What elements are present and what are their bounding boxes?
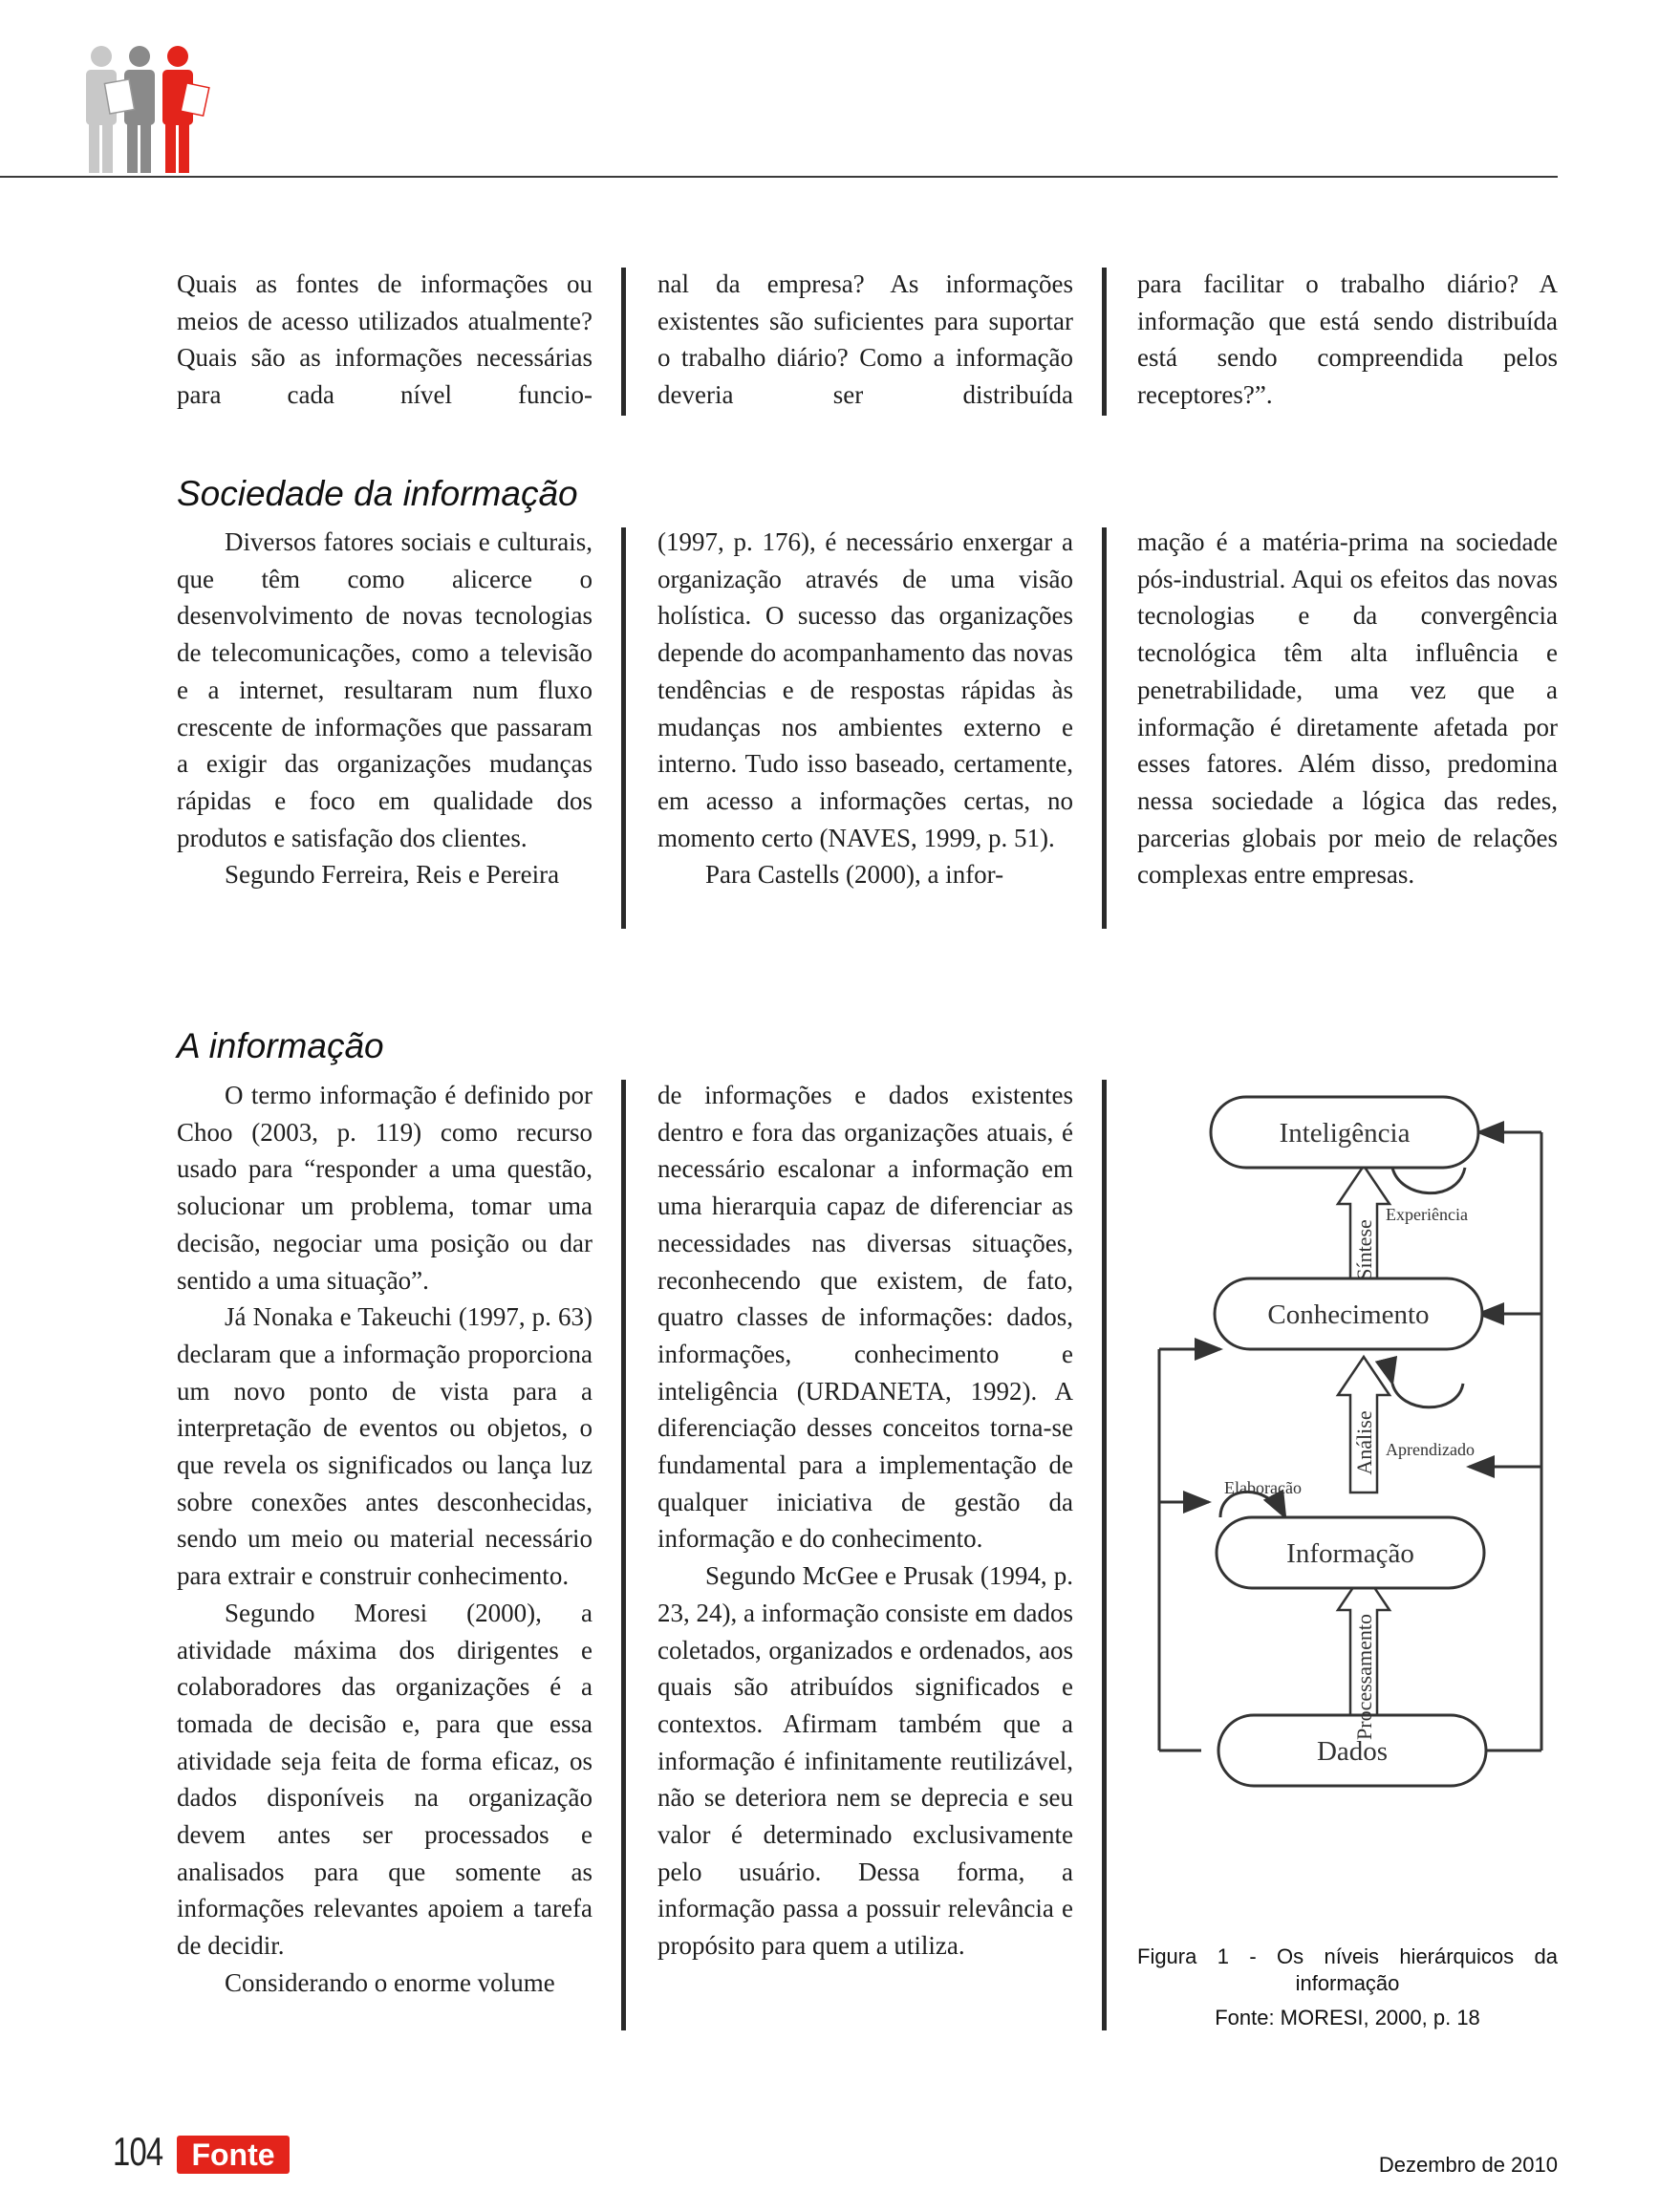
paragraph: Já Nonaka e Takeuchi (1997, p. 63) declaram que a informação proporciona um novo ponto de vista para a interpretação de eventos ou objetos, o que revela os significados ou lança luz sobre conexões antes desconhecidas, sendo um meio ou material necessário para extrair e construir conhecimento. <box>177 1302 592 1591</box>
section2-column-1 <box>177 1077 592 2002</box>
intro-column-3 <box>1137 266 1558 414</box>
paragraph: mação é a matéria-prima na sociedade pós-industrial. Aqui os efeitos das novas tecnologias e da convergência tecnológica têm alta influência e penetrabilidade, uma vez que a informação é diretamente afetada por esses fatores. Além disso, predomina nessa sociedade a lógica das redes, parcerias globais por meio de relações complexas entre empresas. <box>1137 527 1558 890</box>
arrow-label-processamento: Processamento <box>1352 1614 1376 1740</box>
column-divider <box>621 527 626 929</box>
paragraph: Para Castells (2000), a infor- <box>705 860 1004 890</box>
figure-source: Fonte: MORESI, 2000, p. 18 <box>1215 2006 1480 2029</box>
section-title-sociedade: Sociedade da informação <box>177 474 578 513</box>
paragraph: Segundo McGee e Prusak (1994, p. 23, 24), a informação consiste em dados coletados, organizados e ordenados, aos quais são atribuídos significados e contextos. Afirmam também que a informação é infinitamente reutilizável, não se deteriora nem se deprecia e seu valor é determinado exclusivamente pelo usuário. Dessa forma, a informação passa a possuir relevância e propósito para quem a utiliza. <box>657 1561 1073 1961</box>
level-label-dados: Dados <box>1316 1736 1389 1767</box>
figure-caption <box>1137 1944 1558 2031</box>
section1-column-3 <box>1137 524 1558 893</box>
section1-column-1 <box>177 524 592 893</box>
level-label-informacao: Informação <box>1286 1538 1414 1569</box>
paragraph: Diversos fatores sociais e culturais, que têm como alicerce o desenvolvimento de novas tecnologias de telecomunicações, como a televisão e a internet, resultaram num fluxo crescente de informações que passaram a exigir das organizações mudanças rápidas e foco em qualidade dos produtos e satisfação dos clientes. <box>177 527 592 852</box>
column-divider <box>621 268 626 416</box>
intro-text-1: Quais as fontes de informações ou meios de acesso utilizados atualmente? Quais são as informações necessárias para cada nível funcio- <box>177 269 592 410</box>
intro-text-2: nal da empresa? As informações existentes são suficientes para suportar o trabalho diário? Como a informação deveria ser distribuída <box>657 269 1073 410</box>
information-hierarchy-diagram <box>1142 1080 1562 1882</box>
column-divider <box>1102 527 1107 929</box>
column-divider <box>621 1080 626 2030</box>
paragraph: Segundo Moresi (2000), a atividade máxima dos dirigentes e colaboradores das organizações é a tomada de decisão e, para que essa atividade seja feita de forma eficaz, os dados disponíveis na organização devem antes ser processados e analisados para que somente as informações relevantes apoiem a tarefa de decidir. <box>177 1598 592 1961</box>
intro-column-2 <box>657 266 1073 414</box>
page-number: 104 <box>113 2129 163 2174</box>
intro-text-3: para facilitar o trabalho diário? A informação que está sendo distribuída está sendo compreendida pelos receptores?”. <box>1137 269 1558 410</box>
paragraph: O termo informação é definido por Choo (2003, p. 119) como recurso usado para “responder a uma questão, solucionar um problema, tomar uma decisão, negociar uma posição ou dar sentido a uma situação”. <box>177 1081 592 1295</box>
column-divider <box>1102 1080 1107 2030</box>
arrow-label-analise: Análise <box>1352 1410 1376 1475</box>
section-title-informacao: A informação <box>177 1026 384 1065</box>
level-label-conhecimento: Conhecimento <box>1267 1299 1430 1330</box>
caption-line-1: Figura 1 - Os níveis hierárquicos da <box>1137 1944 1558 1968</box>
paragraph: Segundo Ferreira, Reis e Pereira <box>225 860 560 890</box>
arrow-label-sintese: Síntese <box>1352 1219 1376 1280</box>
column-divider <box>1102 268 1107 416</box>
loop-label-aprendizado: Aprendizado <box>1386 1440 1475 1459</box>
three-people-icon <box>76 43 220 177</box>
level-label-inteligencia: Inteligência <box>1279 1118 1411 1149</box>
loop-label-elaboracao: Elaboração <box>1224 1478 1302 1497</box>
loop-label-experiencia: Experiência <box>1386 1205 1468 1224</box>
header-rule <box>0 176 1558 178</box>
caption-line-2: informação <box>1295 1971 1400 1995</box>
section1-column-2 <box>657 524 1073 893</box>
paragraph: de informações e dados existentes dentro e fora das organizações atuais, é necessário escalonar a informação em uma hierarquia capaz de diferenciar as necessidades nas diversas situações, reconhecendo que existem, de fato, quatro classes de informações: dados, informações, conhecimento e inteligência (URDANETA, 1992). A diferenciação desses conceitos torna-se fundamental para a implementação de qualquer iniciativa de gestão da informação e do conhecimento. <box>657 1081 1073 1554</box>
intro-column-1 <box>177 266 592 414</box>
section2-column-2 <box>657 1077 1073 1965</box>
paragraph: Considerando o enorme volume <box>225 1967 555 1997</box>
issue-date: Dezembro de 2010 <box>1378 2153 1558 2177</box>
paragraph: (1997, p. 176), é necessário enxergar a organização através de uma visão holística. O sucesso das organizações depende do acompanhamento das novas tendências e de respostas rápidas às mudanças nos ambientes externo e interno. Tudo isso baseado, certamente, em acesso a informações certas, no momento certo (NAVES, 1999, p. 51). <box>657 527 1073 852</box>
brand-logo: Fonte <box>177 2136 290 2174</box>
